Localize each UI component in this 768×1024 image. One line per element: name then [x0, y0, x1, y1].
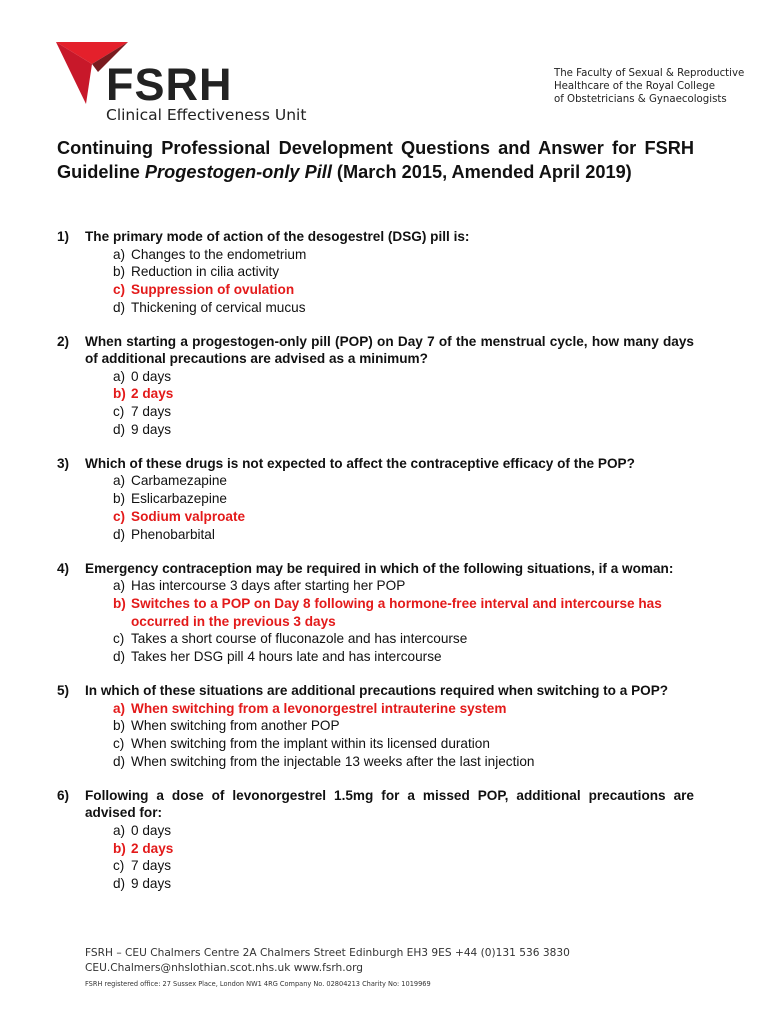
footer-registration: FSRH registered office: 27 Sussex Place, London NW1 4RG Company No. 02804213 Charity No: 1019969 [85, 980, 431, 988]
logo-subtitle: Clinical Effectiveness Unit [106, 106, 307, 124]
question-number: 4) [57, 560, 70, 576]
option: d) Phenobarbital [113, 526, 215, 542]
correct-option: a) When switching from a levonorgestrel intrauterine system [113, 700, 507, 716]
option: d) 9 days [113, 876, 172, 892]
option: b) When switching from another POP [113, 718, 340, 734]
option: c) When switching from the implant within its licensed duration [113, 736, 490, 752]
question-3 [57, 455, 694, 544]
option: a) 0 days [113, 822, 172, 838]
question-text: In which of these situations are additional precautions required when switching to a POP? [85, 683, 669, 699]
question-number: 5) [57, 683, 70, 699]
option: c) 7 days [113, 858, 172, 874]
question-4 [57, 560, 694, 666]
option: d) When switching from the injectable 13 weeks after the last injection [113, 753, 535, 769]
option: d) 9 days [113, 422, 172, 438]
question-1 [57, 228, 694, 317]
option: b) Reduction in cilia activity [113, 264, 280, 280]
correct-option: c) Sodium valproate [113, 508, 246, 524]
correct-option: b) 2 days [113, 840, 174, 856]
question-text: When starting a progestogen-only pill (POP) on Day 7 of the menstrual cycle, how many days of additional precautions are advised as a minimum? [85, 333, 694, 367]
option: d) Thickening of cervical mucus [113, 299, 306, 315]
option: c) 7 days [113, 404, 172, 420]
option: a) Has intercourse 3 days after starting her POP [113, 578, 406, 594]
page-header [0, 0, 768, 130]
option: a) Changes to the endometrium [113, 246, 307, 262]
option: a) 0 days [113, 368, 172, 384]
correct-option: c) Suppression of ovulation [113, 282, 295, 298]
question-text: The primary mode of action of the desogestrel (DSG) pill is: [85, 229, 470, 244]
question-list [57, 228, 694, 909]
correct-option: b) Switches to a POP on Day 8 following a hormone-free interval and intercourse has occurred in the previous 3 days [113, 595, 662, 629]
question-number: 3) [57, 455, 70, 471]
question-number: 6) [57, 787, 70, 803]
question-text: Emergency contraception may be required in which of the following situations, if a woman: [85, 560, 674, 576]
footer-contact: CEU.Chalmers@nhslothian.scot.nhs.uk www.fsrh.org [85, 962, 363, 974]
org-line: of Obstetricians & Gynaecologists [554, 94, 727, 105]
question-number: 2) [57, 333, 70, 349]
question-6 [57, 787, 694, 893]
question-number: 1) [57, 229, 70, 244]
correct-option: b) 2 days [113, 386, 174, 402]
question-text: Following a dose of levonorgestrel 1.5mg for a missed POP, additional precautions are advised for: [85, 787, 694, 821]
organisation-name [554, 67, 744, 106]
option: a) Carbamezapine [113, 473, 227, 489]
title-part1: Continuing Professional Development Questions and Answer for FSRH Guideline [57, 138, 694, 182]
option: c) Takes a short course of fluconazole and has intercourse [113, 631, 468, 647]
org-line: The Faculty of Sexual & Reproductive [554, 68, 745, 79]
title-guideline-name: Progestogen-only Pill [144, 162, 332, 182]
question-5 [57, 682, 694, 771]
title-part2: (March 2015, Amended April 2019) [331, 162, 632, 182]
org-line: Healthcare of the Royal College [554, 81, 715, 92]
page-footer [85, 946, 570, 990]
logo-text: FSRH [106, 59, 233, 110]
option: d) Takes her DSG pill 4 hours late and has intercourse [113, 649, 442, 665]
page-title [57, 136, 694, 184]
question-2 [57, 333, 694, 439]
question-text: Which of these drugs is not expected to affect the contraceptive efficacy of the POP? [85, 455, 635, 471]
footer-address: FSRH – CEU Chalmers Centre 2A Chalmers Street Edinburgh EH3 9ES +44 (0)131 536 3830 [85, 947, 570, 959]
option: b) Eslicarbazepine [113, 491, 227, 507]
